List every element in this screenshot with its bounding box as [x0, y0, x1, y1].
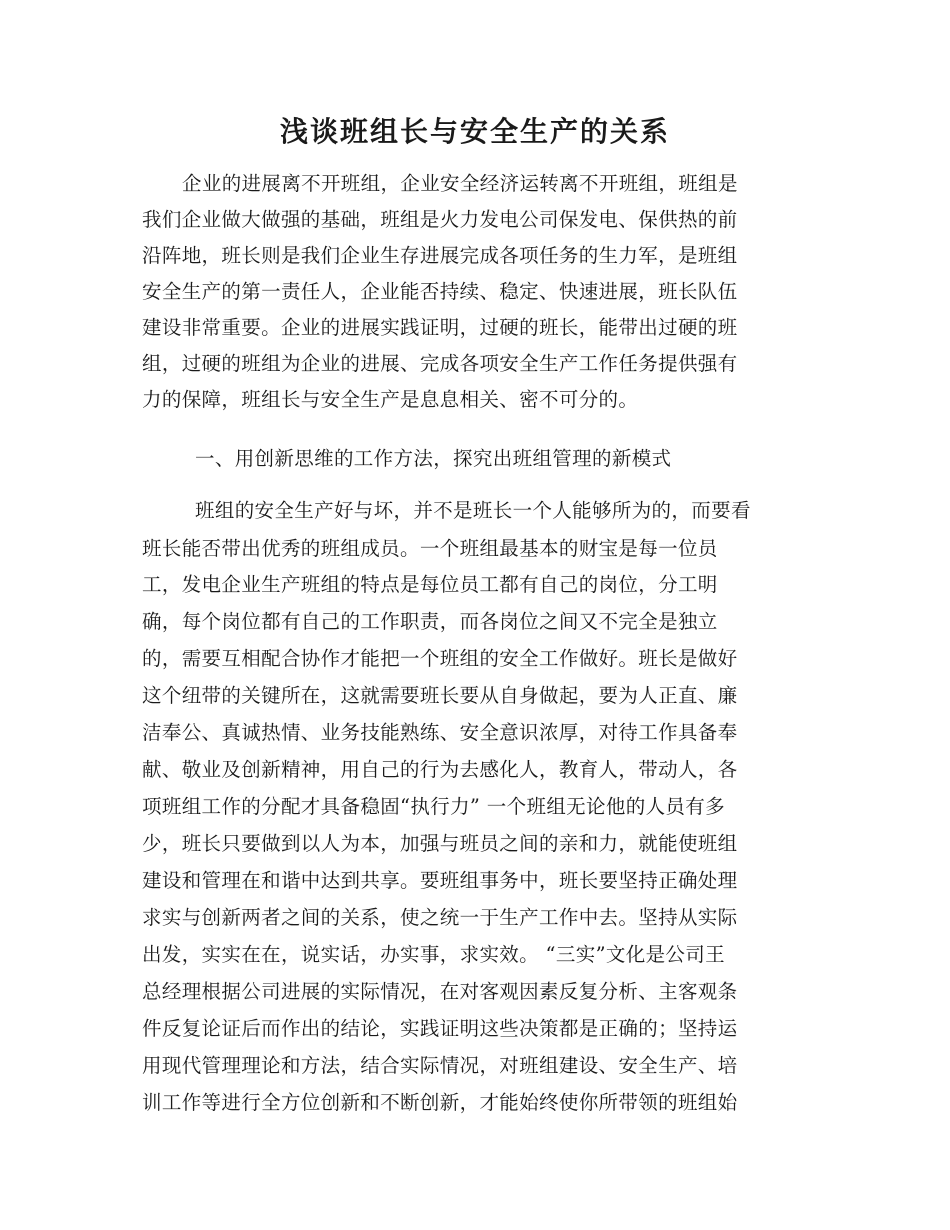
body-line: 班长能否带出优秀的班组成员。一个班组最基本的财宝是每一位员: [142, 537, 718, 560]
intro-line: 组，过硬的班组为企业的进展、完成各项安全生产工作任务提供强有: [142, 352, 738, 375]
intro-line: 建设非常重要。企业的进展实践证明，过硬的班长，能带出过硬的班: [142, 316, 738, 339]
body-line: 这个纽带的关键所在，这就需要班长要从自身做起，要为人正直、廉: [142, 684, 738, 707]
body-line: 确，每个岗位都有自己的工作职责，而各岗位之间又不完全是独立: [142, 610, 718, 633]
body-line: 建设和管理在和谐中达到共享。要班组事务中，班长要坚持正确处理: [142, 869, 738, 892]
intro-line: 企业的进展离不开班组，企业安全经济运转离不开班组，班组是: [182, 172, 738, 195]
intro-line: 安全生产的第一责任人，企业能否持续、稳定、快速进展，班长队伍: [142, 280, 738, 303]
body-line: 项班组工作的分配才具备稳固“执行力” 一个班组无论他的人员有多: [142, 795, 725, 818]
section-heading: 一、用创新思维的工作方法，探究出班组管理的新模式: [195, 447, 672, 470]
body-line: 班组的安全生产好与坏，并不是班长一个人能够所为的，而要看: [195, 499, 751, 522]
body-line: 工，发电企业生产班组的特点是每位员工都有自己的岗位，分工明: [142, 573, 718, 596]
document-title: 浅谈班组长与安全生产的关系: [279, 115, 670, 148]
body-line: 件反复论证后而作出的结论，实践证明这些决策都是正确的；坚持运: [142, 1017, 738, 1040]
body-line: 求实与创新两者之间的关系，使之统一于生产工作中去。坚持从实际: [142, 906, 738, 929]
intro-line: 沿阵地，班长则是我们企业生存进展完成各项任务的生力军，是班组: [142, 244, 738, 267]
body-line: 少，班长只要做到以人为本，加强与班员之间的亲和力，就能使班组: [142, 832, 738, 855]
body-line: 献、敬业及创新精神，用自己的行为去感化人，教育人，带动人，各: [142, 758, 738, 781]
intro-line: 我们企业做大做强的基础，班组是火力发电公司保发电、保供热的前: [142, 208, 738, 231]
intro-line: 力的保障，班组长与安全生产是息息相关、密不可分的。: [142, 388, 639, 411]
body-line: 总经理根据公司进展的实际情况，在对客观因素反复分析、主客观条: [142, 980, 738, 1003]
body-line: 用现代管理理论和方法，结合实际情况，对班组建设、安全生产、培: [142, 1054, 738, 1077]
body-line: 洁奉公、真诚热情、业务技能熟练、安全意识浓厚，对待工作具备奉: [142, 721, 738, 744]
body-line: 出发，实实在在，说实话，办实事，求实效。 “三实”文化是公司王: [142, 943, 725, 966]
body-line: 训工作等进行全方位创新和不断创新，才能始终使你所带领的班组始: [142, 1091, 738, 1114]
body-line: 的，需要互相配合协作才能把一个班组的安全工作做好。班长是做好: [142, 647, 738, 670]
